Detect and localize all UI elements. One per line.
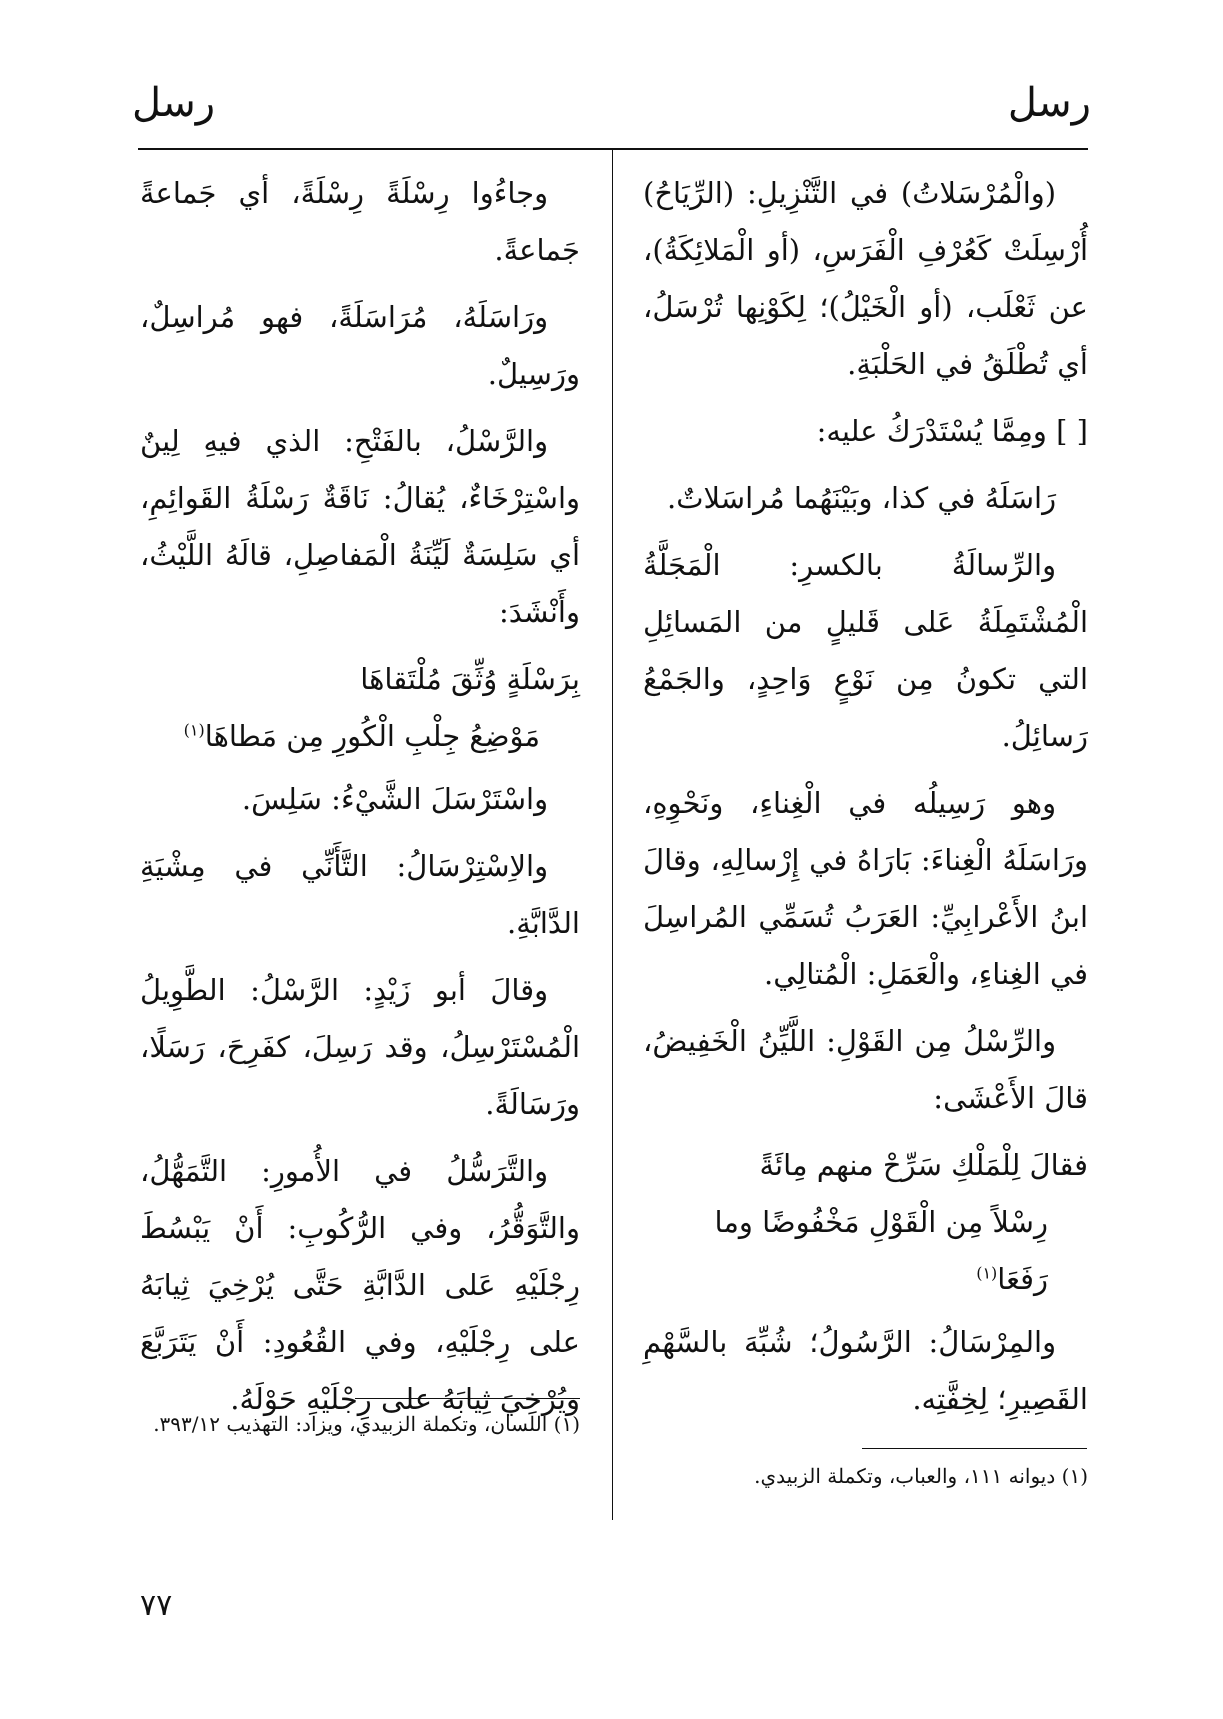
verse <box>643 1137 1088 1308</box>
footnote-rule-right <box>862 1448 1087 1449</box>
paragraph: والرِّسالَةُ بالكسرِ: الْمَجَلَّةُ الْمُشْتَمِلَةُ عَلى قَليلٍ من المَسائِلِ التي تكونُ مِن نَوْعٍ وَاحِدٍ، والجَمْعُ رَسائِلُ. <box>643 548 1088 753</box>
verse-first-hemistich: بِرَسْلَةٍ وُثِّقَ مُلْتَقاهَا <box>360 662 580 696</box>
paragraph: والرَّسْلُ، بالفَتْحِ: الذي فيهِ لِينٌ واسْتِرْخَاءٌ، يُقالُ: نَاقَةٌ رَسْلَةُ القَوائِمِ، أي سَلِسَةٌ لَيِّنَةُ الْمَفاصِلِ، قالَهُ اللَّيْثُ، وأَنْشَدَ: <box>140 424 580 629</box>
verse-first-hemistich: فقالَ لِلْمَلْكِ سَرِّحْ منهم مِائَةً <box>759 1148 1088 1182</box>
header-rule <box>138 148 1088 150</box>
footnote-marker: (١) <box>183 720 205 740</box>
footnote-right: (١) ديوانه ١١١، والعباب، وتكملة الزبيدي. <box>754 1464 1088 1488</box>
verse-second-hemistich-line <box>140 708 580 765</box>
paragraph: (والْمُرْسَلاتُ) في التَّنْزِيلِ: (الرِّيَاحُ) أُرْسِلَتْ كَعُرْفِ الْفَرَسِ، (أو الْمَلائِكَةُ)، عن ثَعْلَب، (أو الْخَيْلُ)؛ لِكَوْنِها تُرْسَلُ، أي تُطْلَقُ في الحَلْبَةِ. <box>643 176 1088 381</box>
footnote-rule-left <box>355 1398 580 1399</box>
verse-second-hemistich: مَوْضِعُ جِلْبِ الْكُورِ مِن مَطاهَا <box>204 719 540 753</box>
column-divider <box>612 150 613 1520</box>
footnote-marker: (١) <box>976 1263 998 1283</box>
paragraph: رَاسَلَهُ في كذا، وبَيْنَهُما مُراسَلاتٌ. <box>666 481 1057 515</box>
paragraph: ورَاسَلَهُ، مُرَاسَلَةً، فهو مُراسِلٌ، ورَسِيلٌ. <box>140 300 580 391</box>
paragraph: واسْتَرْسَلَ الشَّيْءُ: سَلِسَ. <box>241 782 549 816</box>
paragraph: وهو رَسِيلُه في الْغِناءِ، ونَحْوِهِ، ورَاسَلَهُ الْغِناءَ: بَارَاهُ في إِرْسالِهِ، وقالَ ابنُ الأَعْرابِيِّ: العَرَبُ تُسَمِّي المُراسِلَ في الغِناءِ، والْعَمَلِ: الْمُتالِي. <box>643 786 1088 991</box>
page-number: ٧٧ <box>140 1588 173 1623</box>
verse-second-hemistich: رِسْلاً مِن الْقَوْلِ مَخْفُوضًا وما رَفَعَا <box>714 1205 1048 1296</box>
right-column <box>643 165 1088 1438</box>
left-column <box>140 165 580 1438</box>
paragraph: والاِسْتِرْسَالُ: التَّأَنِّي في مِشْيَةِ الدَّابَّةِ. <box>140 849 580 940</box>
verse-second-hemistich-line <box>643 1194 1088 1308</box>
paragraph: وقالَ أبو زَيْدٍ: الرَّسْلُ: الطَّوِيلُ الْمُسْتَرْسِلُ، وقد رَسِلَ، كفَرِحَ، رَسَلًا، ورَسَالَةً. <box>140 973 580 1121</box>
paragraph: والرِّسْلُ مِن القَوْلِ: اللَّيِّنُ الْخَفِيضُ، قالَ الأَعْشَى: <box>643 1024 1088 1115</box>
verse <box>140 651 580 765</box>
paragraph: والمِرْسَالُ: الرَّسُولُ؛ شُبِّهَ بالسَّهْمِ القَصِيرِ؛ لِخِفَّتِه. <box>643 1325 1088 1416</box>
paragraph: والتَّرَسُّلُ في الأُمورِ: التَّمَهُّلُ، والتَّوَقُّرُ، وفي الرُّكُوبِ: أَنْ يَبْسُطَ رِجْلَيْهِ عَلى الدَّابَّةِ حَتَّى يُرْخِيَ ثِيابَهُ على رِجْلَيْهِ، وفي القُعُودِ: أَنْ يَتَرَبَّعَ ويُرْخِيَ ثِيابَهُ على رِجْلَيْهِ حَوْلَهُ. <box>140 1154 580 1416</box>
header-entry-word-right: رسل <box>1007 80 1091 126</box>
header-entry-word-left: رسل <box>132 80 216 126</box>
footnote-left: (١) اللسان، وتكملة الزبيدي، ويزاد: التهذيب ٣٩٣/١٢. <box>153 1412 580 1436</box>
paragraph: [ ] ومِمَّا يُسْتَدْرَكُ عليه: <box>816 414 1088 448</box>
paragraph: وجاءُوا رِسْلَةً رِسْلَةً، أي جَماعةً جَماعةً. <box>140 176 580 267</box>
